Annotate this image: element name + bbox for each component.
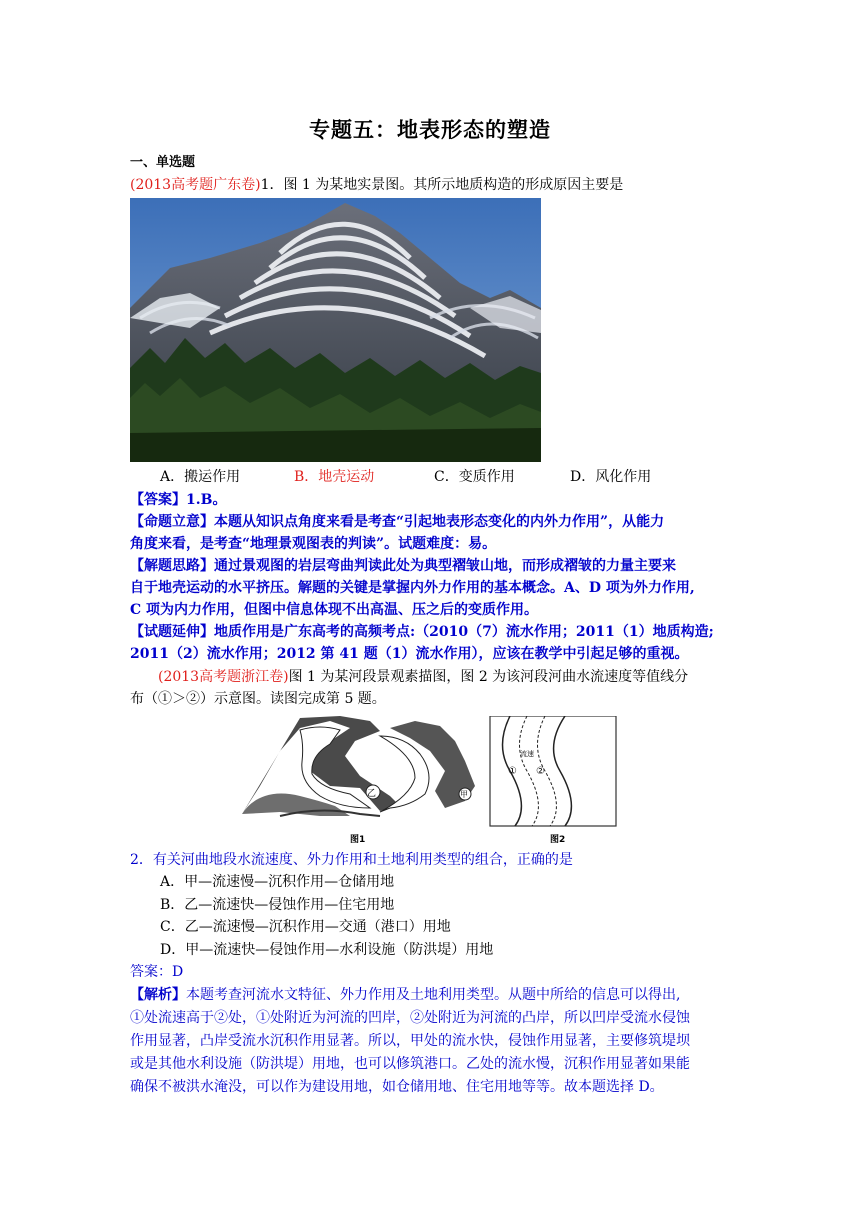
- q1-stem: 1．图 1 为某地实景图。其所示地质构造的形成原因主要是: [260, 177, 624, 193]
- approach-label: 【解题思路】: [130, 558, 214, 574]
- analysis-text-1: 本题考查河流水文特征、外力作用及土地利用类型。从题中所给的信息可以得出,: [186, 987, 681, 1003]
- q2-intro-line2: 布（①＞②）示意图。读图完成第 5 题。: [130, 691, 386, 707]
- q2-stem-line: [130, 849, 573, 871]
- label-circle-1: ①: [508, 766, 517, 777]
- fold-mountain-photo: [130, 198, 541, 462]
- q1-option-d: D．风化作用: [570, 469, 652, 485]
- q1-intent-line1: [130, 511, 664, 533]
- q1-approach-line2: 自于地壳运动的水平挤压。解题的关键是掌握内外力作用的基本概念。A、D 项为外力作用,: [130, 580, 695, 596]
- intent-text-1: 本题从知识点角度来看是考查“引起地表形态变化的内外力作用”，从能力: [214, 514, 665, 530]
- q1-intent-line2: 角度来看，是考查“地理景观图表的判读”。试题难度：易。: [130, 536, 497, 552]
- q1-option-c: C．变质作用: [434, 469, 515, 485]
- q1-options: [160, 466, 651, 488]
- label-circle-2: ②: [536, 766, 545, 777]
- river-sketch: [242, 716, 475, 816]
- page-title: 专题五：地表形态的塑造: [309, 118, 551, 142]
- q2-analysis-line2: ①处流速高于②处，①处附近为河流的凹岸，②处附近为河流的凸岸，所以凹岸受流水侵蚀: [130, 1010, 690, 1026]
- q1-source: (2013高考题广东卷): [130, 177, 261, 193]
- q2-intro-line1: [158, 666, 688, 688]
- q2-option-d: D．甲—流速快—侵蚀作用—水利设施（防洪堤）用地: [160, 942, 494, 958]
- ext-text-1: 地质作用是广东高考的高频考点:（2010（7）流水作用；2011（1）地质构造;: [214, 624, 714, 640]
- q2-option-c: C．乙—流速慢—沉积作用—交通（港口）用地: [160, 919, 451, 935]
- q1-stem-line: [130, 174, 623, 196]
- approach-text-1: 通过景观图的岩层弯曲判读此处为典型褶皱山地，而形成褶皱的力量主要来: [214, 558, 676, 574]
- q1-option-a: A．搬运作用: [160, 469, 241, 485]
- q2-answer: 答案：D: [130, 964, 184, 980]
- q1-ext-line2: 2011（2）流水作用；2012 第 41 题（1）流水作用），应该在教学中引起足够的重视。: [130, 646, 689, 662]
- label-jia: 甲: [460, 790, 468, 799]
- q2-intro-text-1: 图 1 为某河段景观素描图，图 2 为该河段河曲水流速度等值线分: [288, 669, 689, 685]
- q2-analysis-line1: [130, 984, 680, 1006]
- q2-analysis-line5: 确保不被洪水淹没，可以作为建设用地，如仓储用地、住宅用地等等。故本题选择 D。: [130, 1079, 664, 1095]
- q2-analysis-line3: 作用显著，凸岸受流水沉积作用显著。所以，甲处的流水快，侵蚀作用显著，主要修筑堤坝: [130, 1033, 690, 1049]
- q2-option-b: B．乙—流速快—侵蚀作用—住宅用地: [160, 897, 395, 913]
- q2-analysis-line4: 或是其他水利设施（防洪堤）用地，也可以修筑港口。乙处的流水慢，沉积作用显著如果能: [130, 1056, 690, 1072]
- q1-ext-line1: [130, 621, 714, 643]
- q2-stem: 2．有关河曲地段水流速度、外力作用和土地利用类型的组合，正确的是: [130, 852, 573, 868]
- q1-option-b: B．地壳运动: [294, 469, 375, 485]
- ext-label: 【试题延伸】: [130, 624, 214, 640]
- fig2-caption: 图2: [550, 835, 566, 845]
- analysis-label: 【解析】: [130, 987, 186, 1003]
- fig1-caption: 图1: [350, 835, 366, 845]
- label-yi: 乙: [367, 789, 377, 799]
- q1-approach-line3: C 项为内力作用，但图中信息体现不出高温、压之后的变质作用。: [130, 602, 539, 618]
- intent-label: 【命题立意】: [130, 514, 214, 530]
- q1-answer: 【答案】1.B。: [130, 492, 227, 508]
- river-meander-figures: [240, 716, 620, 848]
- label-flow: 流速: [520, 750, 534, 758]
- q2-source: (2013高考题浙江卷): [158, 669, 289, 685]
- section-heading: 一、单选题: [130, 155, 196, 170]
- q2-option-a: A．甲—流速慢—沉积作用—仓储用地: [160, 874, 395, 890]
- q1-approach-line1: [130, 555, 676, 577]
